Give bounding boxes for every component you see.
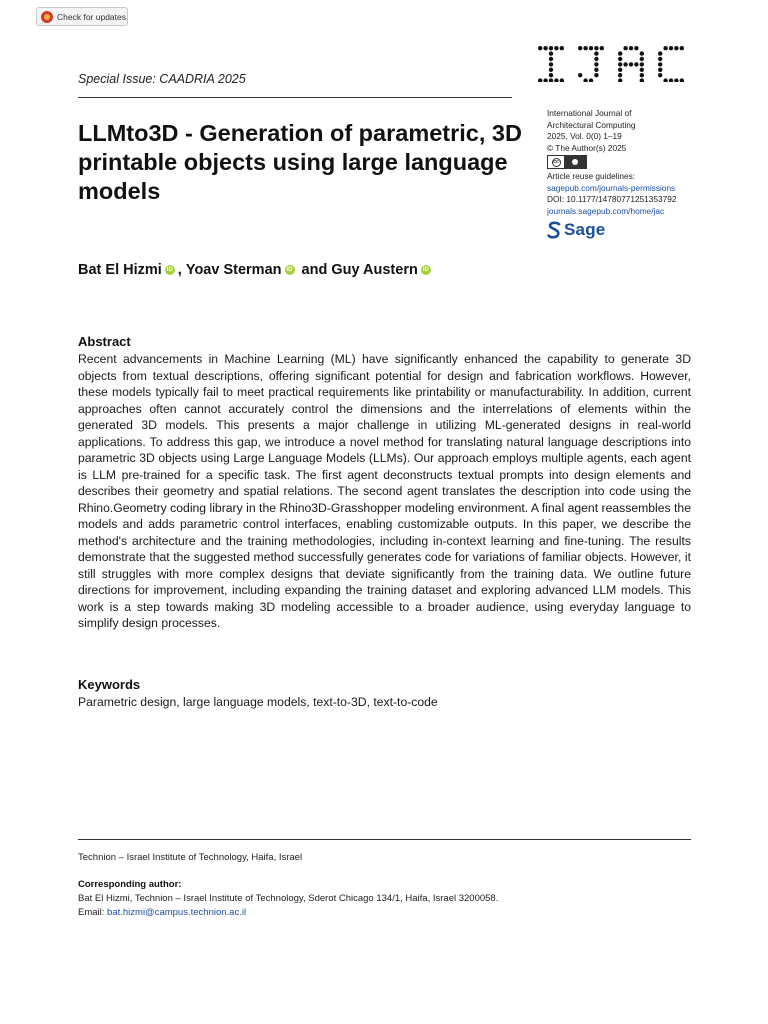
- email-link[interactable]: bat.hizmi@campus.technion.ac.il: [107, 907, 247, 918]
- header-divider: [78, 97, 512, 98]
- reuse-guidelines-label: Article reuse guidelines:: [547, 171, 636, 181]
- corresponding-author-address: Bat El Hizmi, Technion – Israel Institute of Technology, Sderot Chicago 134/1, Haifa, Israel 3200058.: [78, 893, 499, 904]
- cc-by-license-icon[interactable]: cc: [547, 155, 587, 169]
- affiliation: Technion – Israel Institute of Technology, Haifa, Israel: [78, 852, 303, 863]
- journal-name-line-2: Architectural Computing: [547, 119, 636, 130]
- doi: DOI: 10.1177/14780771251353792: [547, 194, 677, 204]
- orcid-icon[interactable]: iD: [166, 267, 173, 273]
- volume-info: 2025, Vol. 0(0) 1–19: [547, 131, 622, 141]
- author-name: Guy Austern: [331, 262, 418, 278]
- crossmark-icon: [41, 11, 53, 23]
- keywords-heading: Keywords: [78, 677, 141, 692]
- author-list: [78, 262, 434, 278]
- journal-name-line-1: International Journal of: [547, 108, 632, 118]
- journal-home-link[interactable]: journals.sagepub.com/home/jac: [547, 205, 665, 216]
- footer-divider: [78, 839, 691, 840]
- orcid-icon[interactable]: iD: [422, 267, 429, 273]
- check-for-updates-button[interactable]: [36, 7, 128, 26]
- abstract-heading: Abstract: [78, 334, 131, 349]
- sage-s-icon: [547, 221, 561, 239]
- author-separator: ,: [177, 262, 186, 278]
- author-separator: and: [297, 262, 332, 278]
- author-name: Bat El Hizmi: [78, 262, 162, 278]
- keywords-text: Parametric design, large language models, text-to-3D, text-to-code: [78, 695, 438, 709]
- orcid-icon[interactable]: iD: [286, 267, 293, 273]
- journal-logo: [536, 44, 692, 82]
- reuse-guidelines-link[interactable]: sagepub.com/journals-permissions: [547, 182, 676, 193]
- abstract-text: Recent advancements in Machine Learning (ML) have significantly enhanced the capability to generate 3D objects from textual descriptions, offering significant potential for design and fabrication workflows. However, these models typically fail to meet practical requirements like printability or manufacturability. In addition, current approaches often cannot accurately control the dimensions and the interrelations of elements within the generated 3D models. This presents a major challenge in utilizing ML-generated designs in real-world applications. To address this gap, we introduce a novel method for translating natural language descriptions into parametric 3D objects using Large Language Models (LLMs). Our approach employs multiple agents, each agent is LLM pre-trained for a specific task. The first agent deconstructs textual prompts into design elements and describes their geometry and spatial relations. The second agent translates the description into code using the Rhino.Geometry coding library in the Rhino3D-Grasshopper modeling environment. A final agent reassembles the models and adds parametric control interfaces, enabling customizable outputs. In this paper, we describe the method's architecture and the training methodologies, including in-context learning and fine-tuning. The results demonstrate that the suggested method successfully generates code for variations of familiar objects. However, it still struggles with more complex designs that deviate significantly from the training data. We outline future directions for improvement, including expanding the training dataset and exploring advanced LLM models. This work is a step towards making 3D modeling accessible to a broader audience, using everyday language to simplify design processes.: [78, 352, 691, 630]
- sage-wordmark: Sage: [564, 220, 606, 240]
- special-issue-label: Special Issue: CAADRIA 2025: [78, 72, 246, 86]
- corresponding-author-heading: Corresponding author:: [78, 879, 182, 890]
- author-name: Yoav Sterman: [185, 262, 282, 278]
- corresponding-author-email: [78, 907, 246, 918]
- copyright: © The Author(s) 2025: [547, 142, 627, 153]
- check-for-updates-label: Check for updates: [57, 11, 126, 22]
- publisher-logo: [547, 221, 717, 239]
- email-label: Email:: [78, 907, 108, 918]
- article-title: LLMto3D - Generation of parametric, 3D printable objects using large language models: [78, 120, 522, 204]
- journal-metadata: [547, 108, 717, 239]
